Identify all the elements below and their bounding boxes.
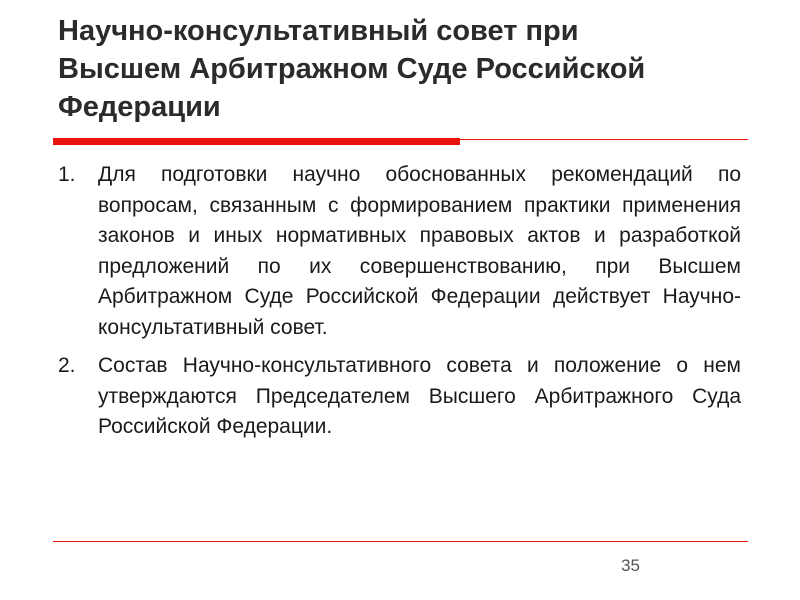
page-number: 35	[621, 556, 640, 575]
slide-title	[58, 12, 758, 126]
slide-title-line-2: Высшем Арбитражном Суде Российской	[58, 53, 646, 85]
list-item	[58, 160, 741, 343]
list-item-number: 2.	[58, 354, 76, 377]
title-divider-thick	[53, 138, 460, 145]
list-item-text: Для подготовки научно обоснованных рекомендаций по вопросам, связанным с формированием практики применения законов и иных нормативных правовых актов и разработкой предложений по их совершенствованию, при Высшем Арбитражном Суде Российской Федерации действует Научно-консультативный совет.	[98, 163, 741, 339]
slide-title-line-1: Научно-консультативный совет при	[58, 15, 579, 47]
slide-title-line-3: Федерации	[58, 91, 221, 123]
list-item-text: Состав Научно-консультативного совета и положение о нем утверждаются Председателем Высшего Арбитражного Суда Российской Федерации.	[98, 354, 741, 438]
slide-body	[58, 160, 741, 451]
title-divider-thin	[460, 139, 748, 140]
list-item-number: 1.	[58, 163, 76, 186]
list-item	[58, 351, 741, 443]
footer-divider	[53, 541, 748, 542]
